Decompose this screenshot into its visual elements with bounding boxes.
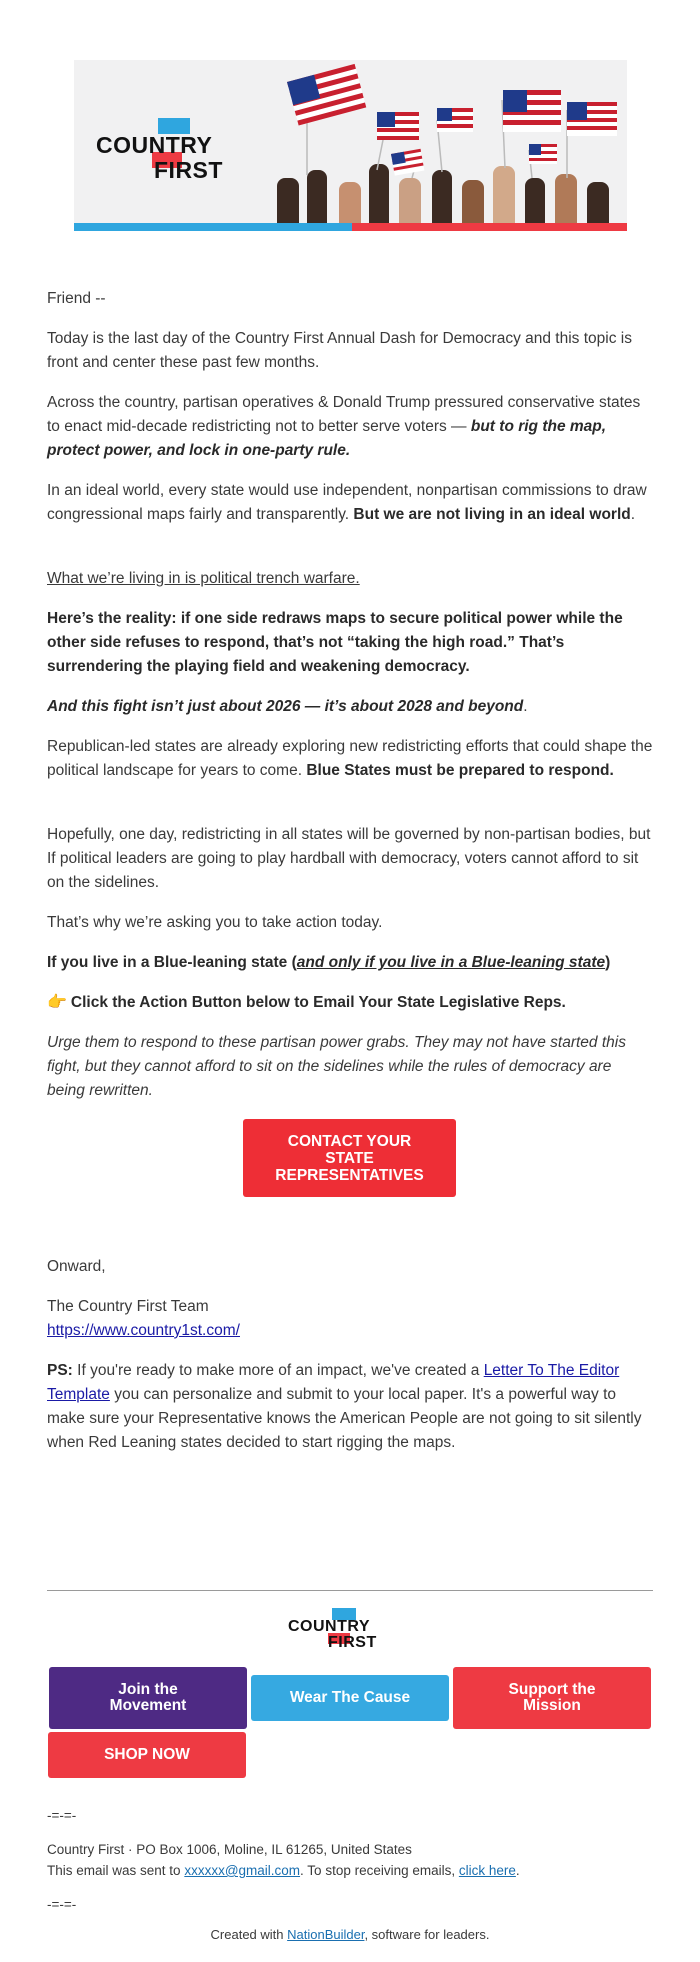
paragraph-2028-end: .: [523, 698, 528, 715]
hero-stripe-blue: [74, 223, 352, 231]
paragraph-urge: Urge them to respond to these partisan power grabs. They may not have started this fight, but they cannot afford to sit on the sidelines while the rules of democracy are being rewritten.: [47, 1034, 626, 1099]
wear-the-cause-button[interactable]: Wear The Cause: [251, 1675, 449, 1721]
paragraph-ideal-text: In an ideal world, every state would use independent, nonpartisan commissions to draw congressional maps fairly and transparently.: [47, 482, 647, 523]
paragraph-republican-text: Republican-led states are already exploring new redistricting efforts that could shape the political landscape for years to come.: [47, 738, 653, 779]
paragraph-republican: [47, 735, 653, 783]
paragraph-hopefully: Hopefully, one day, redistricting in all states will be governed by non-partisan bodies, but If political leaders are going to play hardball with democracy, voters cannot afford to sit on the sidelines.: [47, 826, 651, 891]
paragraph-partisan: [47, 391, 653, 463]
footer-address: Country First · PO Box 1006, Moline, IL 61265, United States: [47, 1842, 412, 1857]
footer-logo: COUNTRY FIRST: [288, 1608, 412, 1650]
paragraph-ideal-world: [47, 479, 653, 527]
paragraph-reality: Here’s the reality: if one side redraws maps to secure political power while the other side refuses to respond, that’s not “taking the high road.” That’s surrendering the playing field and weakening democracy.: [47, 610, 623, 675]
sent-to-mid: . To stop receiving emails,: [300, 1863, 459, 1878]
crowd-flags-image: [267, 60, 627, 231]
site-link[interactable]: https://www.country1st.com/: [47, 1322, 240, 1339]
paragraph-trench-warfare: What we’re living in is political trench warfare.: [47, 570, 360, 587]
paragraph-republican-bold: Blue States must be prepared to respond.: [306, 762, 614, 779]
hero-logo: COUNTRY FIRST: [96, 118, 266, 178]
sent-to-end: .: [515, 1863, 520, 1878]
paragraph-partisan-emphasis: but to rig the map, protect power, and lock in one-party rule.: [47, 418, 607, 459]
paragraph-blue-text: If you live in a Blue-leaning state (: [47, 954, 297, 971]
team-name: The Country First Team: [47, 1298, 209, 1315]
pointing-hand-icon: 👉: [47, 994, 67, 1011]
footer-separator-top: -=-=-: [47, 1808, 77, 1823]
signoff: Onward,: [47, 1258, 106, 1275]
paragraph-partisan-text: Across the country, partisan operatives & Donald Trump pressured conservative states to enact mid-decade redistricting not to better serve voters —: [47, 394, 641, 435]
footer-created-with: [0, 1925, 700, 1945]
paragraph-ideal-bold: But we are not living in an ideal world: [353, 506, 631, 523]
paragraph-take-action: That’s why we’re asking you to take action today.: [47, 914, 383, 931]
footer-sent-to: [47, 1861, 520, 1881]
recipient-email-link[interactable]: xxxxxx@gmail.com: [184, 1863, 301, 1878]
paragraph-ps: [47, 1359, 653, 1455]
paragraph-click-text: Click the Action Button below to Email Your State Legislative Reps.: [70, 994, 566, 1011]
paragraph-2028-emphasis: And this fight isn’t just about 2026 — it’s about 2028 and beyond: [47, 698, 524, 715]
paragraph-ideal-end: .: [630, 506, 636, 523]
shop-now-button[interactable]: SHOP NOW: [48, 1732, 246, 1778]
footer-separator-bottom: -=-=-: [47, 1897, 77, 1912]
paragraph-click-action: [47, 991, 653, 1015]
paragraph-blue-emphasis: and only if you live in a Blue-leaning state: [296, 954, 606, 971]
letter-to-editor-link[interactable]: Letter To The Editor Template: [47, 1362, 620, 1403]
paragraph-intro: Today is the last day of the Country First Annual Dash for Democracy and this topic is front and center these past few months.: [47, 330, 632, 371]
support-mission-button[interactable]: Support the Mission: [453, 1667, 651, 1729]
ps-text-end: you can personalize and submit to your local paper. It's a powerful way to make sure your Representative knows the American People are not going to sit silently when Red Leaning states decided to start rigging the maps.: [47, 1386, 642, 1451]
ps-label: PS:: [47, 1362, 73, 1379]
sent-to-text: This email was sent to: [47, 1863, 185, 1878]
created-with-text: Created with: [210, 1927, 288, 1942]
paragraph-2028: [47, 695, 653, 719]
join-movement-button[interactable]: Join the Movement: [49, 1667, 247, 1729]
unsubscribe-link[interactable]: click here: [458, 1863, 516, 1878]
nationbuilder-link[interactable]: NationBuilder: [287, 1927, 365, 1942]
ps-text-start: If you're ready to make more of an impact, we've created a: [72, 1362, 484, 1379]
footer-divider: [47, 1590, 653, 1591]
contact-representatives-button[interactable]: CONTACT YOUR STATE REPRESENTATIVES: [243, 1119, 456, 1197]
paragraph-blue-state: [47, 951, 653, 975]
created-with-end: , software for leaders.: [364, 1927, 490, 1942]
paragraph-blue-end: ): [605, 954, 611, 971]
greeting: Friend --: [47, 290, 106, 307]
hero-stripe-red: [352, 223, 627, 231]
hero-banner: [74, 60, 627, 231]
